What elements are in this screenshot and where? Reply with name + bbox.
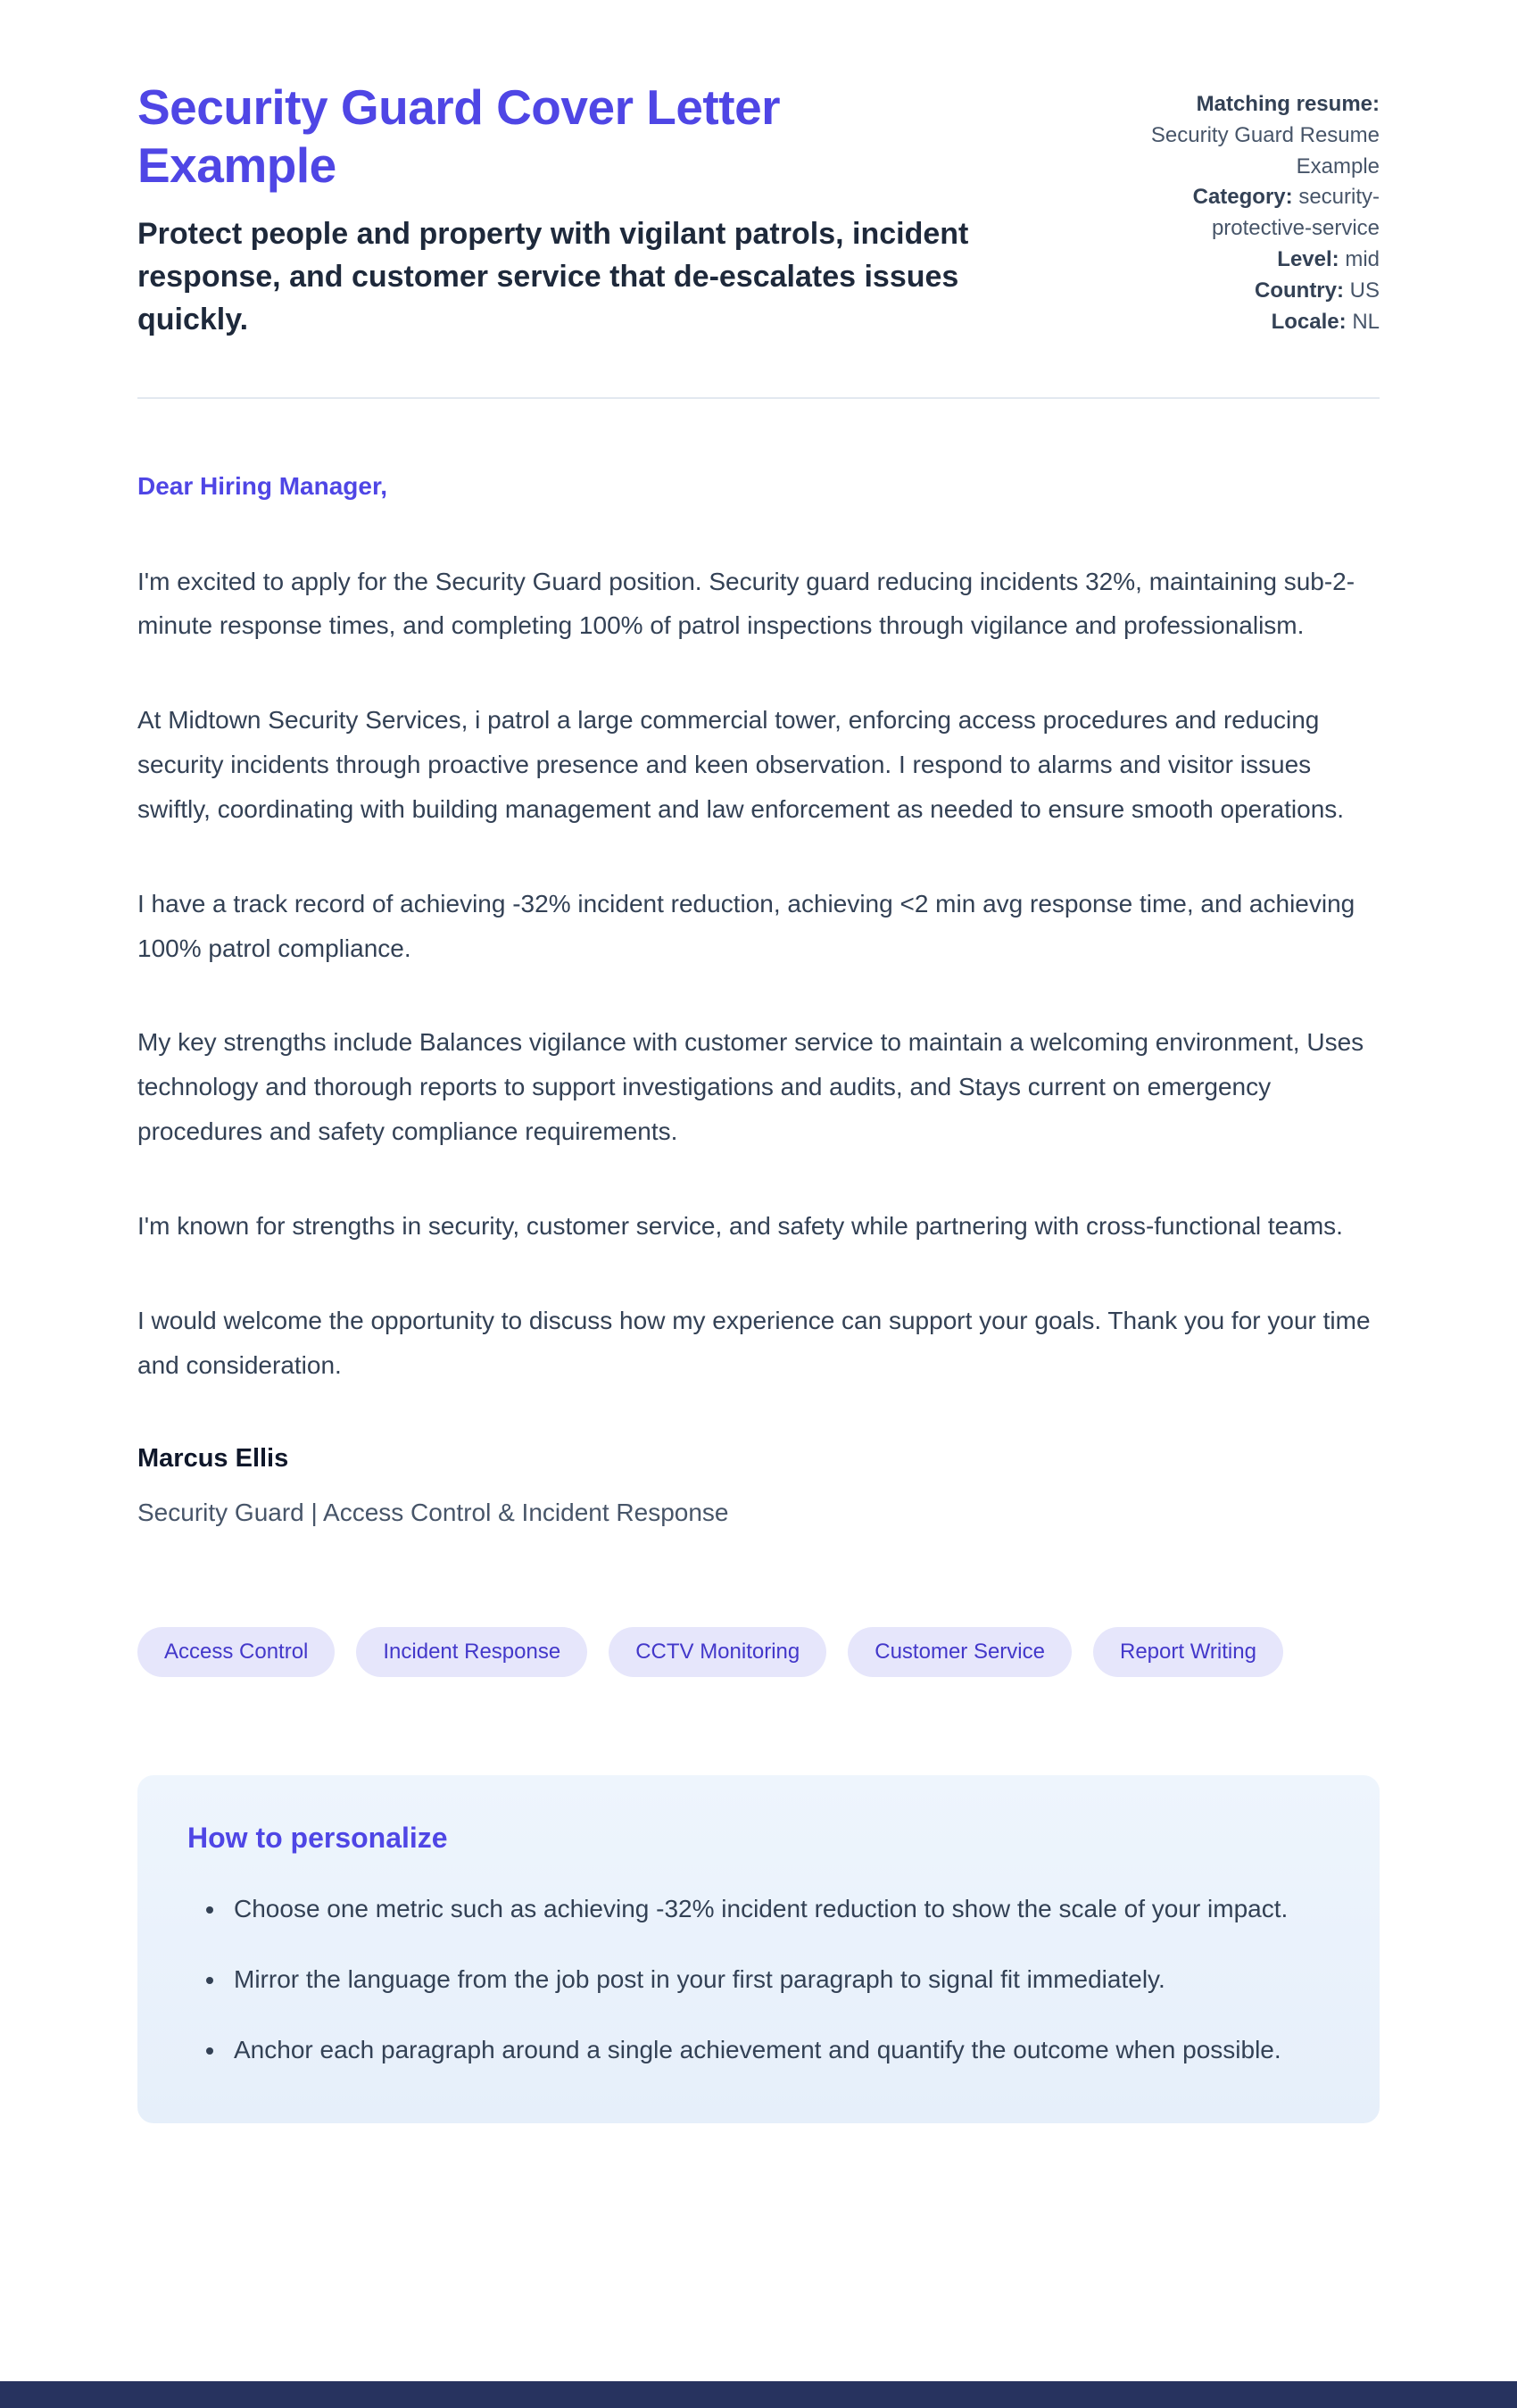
- meta-label: Category:: [1192, 185, 1293, 210]
- letter-paragraph: My key strengths include Balances vigilance with customer service to maintain a welcoming environment, Uses technology and thorough reports to support investigations and audits, and Stays current on emergency procedures and safety compliance requirements.: [137, 1028, 1364, 1146]
- header-divider: [137, 397, 1380, 399]
- meta-label: Locale:: [1271, 309, 1347, 334]
- skill-pill: Report Writing: [1093, 1627, 1283, 1677]
- personalize-box: [137, 1775, 1380, 2123]
- letter-paragraph: I'm known for strengths in security, customer service, and safety while partnering with cross-functional teams.: [137, 1211, 1343, 1240]
- letter-paragraph: I would welcome the opportunity to discuss how my experience can support your goals. Thank you for your time and consideration.: [137, 1306, 1371, 1379]
- content-column: [137, 0, 1380, 2123]
- signature-name: Marcus Ellis: [137, 1444, 289, 1474]
- letter-paragraph: I have a track record of achieving -32% incident reduction, achieving <2 min avg response time, and achieving 100% patrol compliance.: [137, 889, 1355, 962]
- signature-role: Security Guard | Access Control & Incident Response: [137, 1499, 729, 1527]
- meta-label: Level:: [1277, 246, 1339, 271]
- meta-value: NL: [1352, 309, 1380, 334]
- header: [137, 79, 1380, 342]
- personalize-tip: • Anchor each paragraph around a single achievement and quantify the outcome when possible.: [227, 2028, 1330, 2072]
- meta-row: [1144, 307, 1380, 338]
- meta-value: security-protective-service: [1211, 185, 1380, 241]
- personalize-tip: • Mirror the language from the job post in your first paragraph to signal fit immediately.: [227, 1957, 1330, 2001]
- meta-row: [1144, 182, 1380, 245]
- meta-row: [1144, 276, 1380, 307]
- page-subtitle: Protect people and property with vigilant patrols, incident response, and customer service that de-escalates issues quickly.: [137, 216, 969, 337]
- personalize-tips: [187, 1887, 1330, 2072]
- meta-value: US: [1349, 278, 1380, 303]
- footer-bar: [0, 2381, 1517, 2408]
- meta-label: Country:: [1255, 278, 1344, 303]
- personalize-tip: • Choose one metric such as achieving -32% incident reduction to show the scale of your impact.: [227, 1887, 1330, 1931]
- skill-pill: Access Control: [137, 1627, 335, 1677]
- skill-pill: CCTV Monitoring: [609, 1627, 826, 1677]
- personalize-title: How to personalize: [187, 1822, 448, 1855]
- letter-paragraph: I'm excited to apply for the Security Guard position. Security guard reducing incidents 32%, maintaining sub-2-minute response times, and completing 100% of patrol inspections through vigilance and professionalism.: [137, 567, 1355, 640]
- cover-letter: [137, 472, 1380, 1528]
- letter-paragraph: At Midtown Security Services, i patrol a large commercial tower, enforcing access procedures and reducing security incidents through proactive presence and keen observation. I respond to alarms and visitor issues swiftly, coordinating with building management and law enforcement as needed to ensure smooth operations.: [137, 706, 1345, 823]
- salutation: Dear Hiring Manager,: [137, 471, 388, 500]
- resume-meta: [1144, 79, 1380, 337]
- skill-tags: [137, 1627, 1380, 1677]
- meta-value: Security Guard Resume Example: [1150, 122, 1380, 179]
- letter-paragraphs: [137, 560, 1380, 1388]
- page-title: Security Guard Cover Letter Example: [137, 79, 781, 193]
- meta-row: [1144, 245, 1380, 276]
- header-left: [137, 79, 1090, 342]
- meta-row: [1144, 89, 1380, 182]
- skill-pill: Customer Service: [848, 1627, 1072, 1677]
- skill-pill: Incident Response: [356, 1627, 587, 1677]
- meta-label: Matching resume:: [1196, 92, 1380, 116]
- meta-value: mid: [1345, 246, 1380, 271]
